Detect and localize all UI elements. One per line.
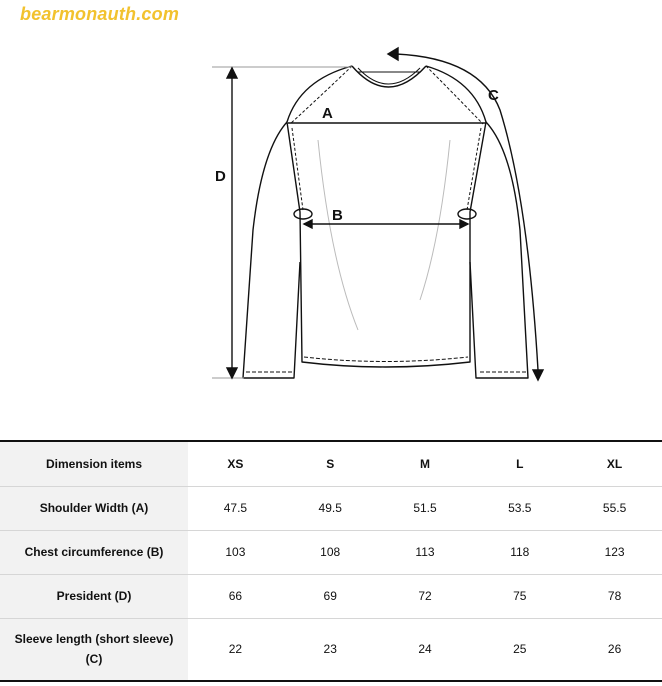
watermark: bearmonauth.com (20, 4, 180, 24)
table-row (0, 618, 662, 681)
cell-value: 72 (378, 574, 473, 618)
cell-value: 55.5 (567, 486, 662, 530)
label-c: C (488, 87, 499, 104)
label-b: B (332, 207, 343, 224)
cell-value: 49.5 (283, 486, 378, 530)
measure-c-line (396, 54, 538, 370)
cell-value: 66 (188, 574, 283, 618)
shirt-measurement-diagram (0, 30, 662, 410)
cell-value: 47.5 (188, 486, 283, 530)
left-sleeve-outline (243, 122, 300, 378)
cell-value: 103 (188, 530, 283, 574)
table-header-row (0, 441, 662, 486)
cell-value: 24 (418, 642, 432, 657)
label-a: A (322, 105, 333, 122)
table-row (0, 486, 662, 530)
table-row (0, 530, 662, 574)
cell-value: 51.5 (378, 486, 473, 530)
cell-value: 78 (567, 574, 662, 618)
row-label: Chest circumference (B) (0, 530, 188, 574)
cell-value: 108 (283, 530, 378, 574)
table-row (0, 574, 662, 618)
row-label: Shoulder Width (A) (0, 486, 188, 530)
shirt-body-outline (287, 66, 486, 367)
cell-value: 75 (472, 574, 567, 618)
header-size: M (378, 441, 473, 486)
header-label: Dimension items (0, 441, 188, 486)
row-label: Sleeve length (short sleeve) (C) (0, 618, 188, 681)
cell-value: 22 (228, 642, 243, 657)
header-size: XL (567, 441, 662, 486)
cell-value: 118 (472, 530, 567, 574)
row-label: President (D) (0, 574, 188, 618)
cell-value: 26 (607, 642, 622, 657)
header-size: S (283, 441, 378, 486)
cell-value: 113 (378, 530, 473, 574)
size-chart-table (0, 440, 662, 682)
label-d: D (215, 168, 226, 185)
cell-value: 25 (513, 642, 527, 657)
cell-value: 23 (323, 642, 337, 657)
cell-value: 69 (283, 574, 378, 618)
header-size: L (472, 441, 567, 486)
cell-value: 53.5 (472, 486, 567, 530)
cell-value: 123 (567, 530, 662, 574)
header-size: XS (188, 441, 283, 486)
